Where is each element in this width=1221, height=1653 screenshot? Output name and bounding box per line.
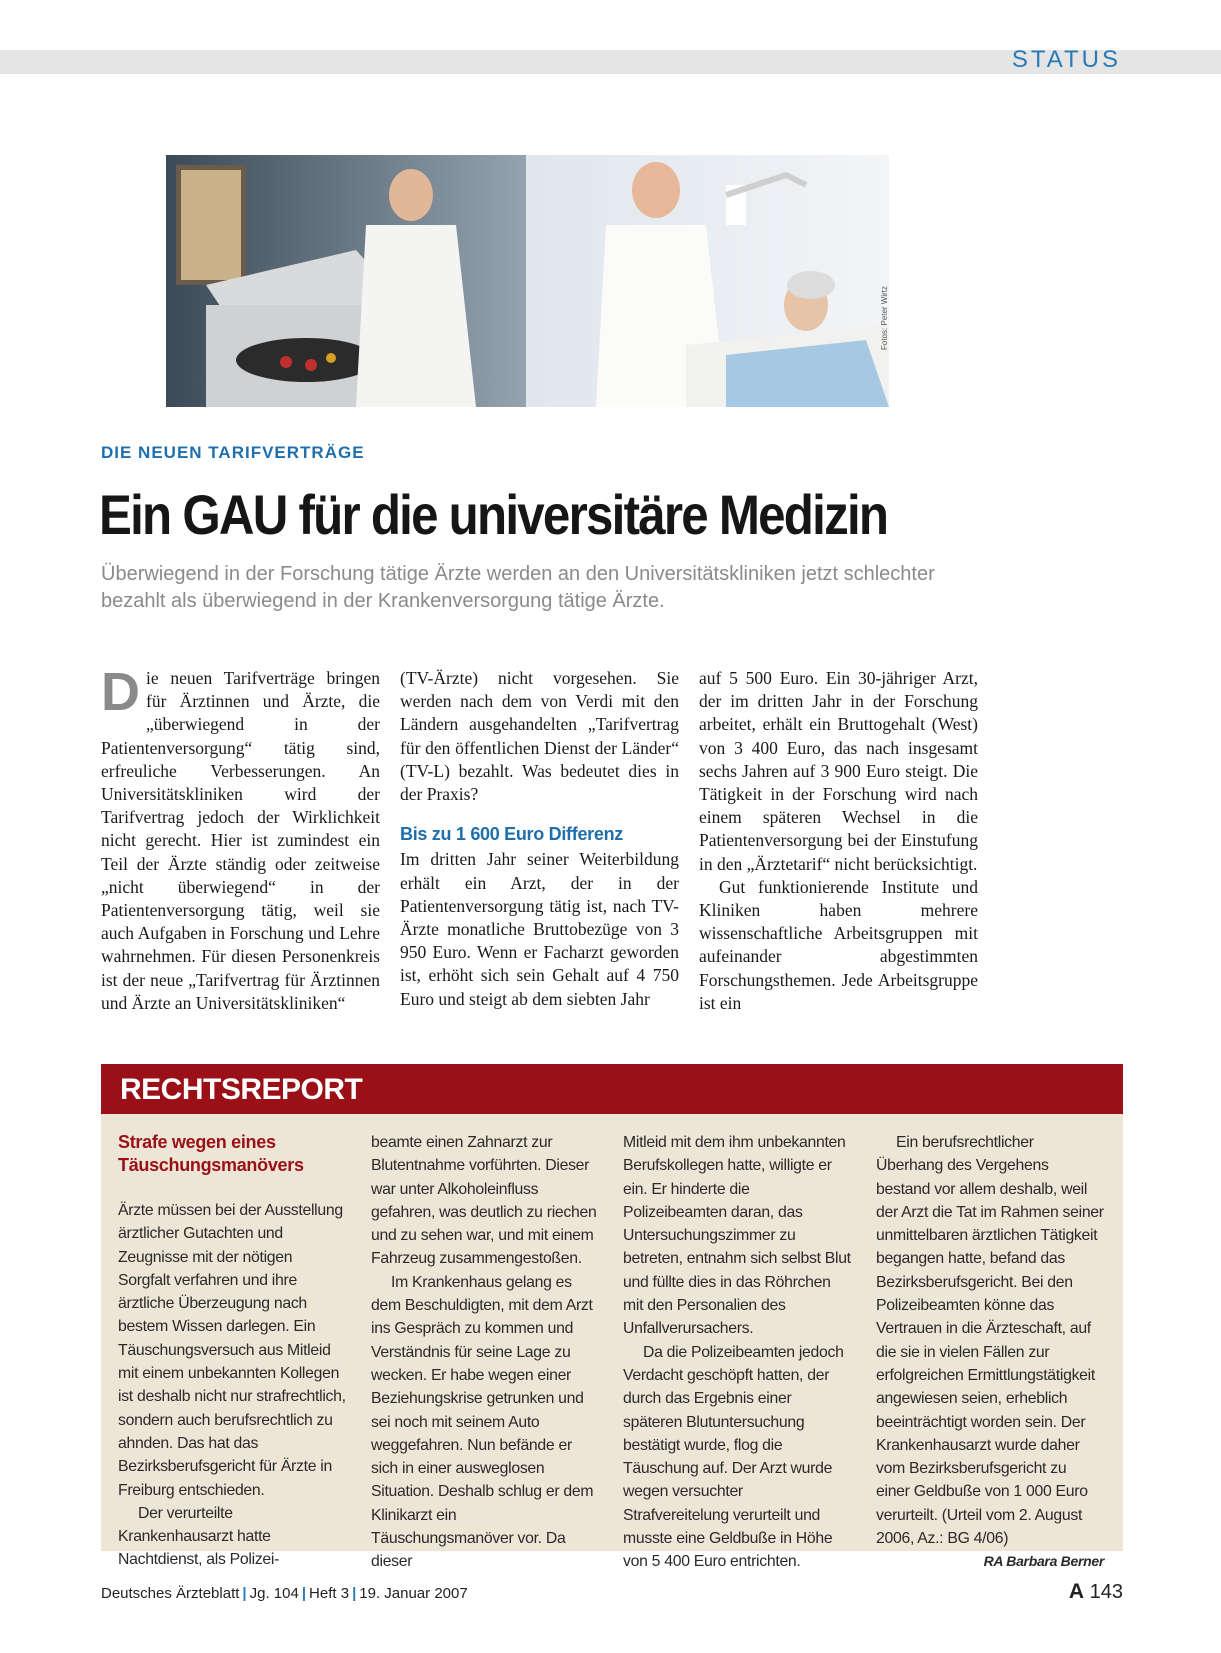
rechtsreport-column-1 xyxy=(118,1131,346,1572)
separator: | xyxy=(242,1585,247,1602)
rechtsreport-text: Ein berufsrechtlicher Überhang des Vergehens bestand vor allem deshalb, weil der Arzt die Tat im Rahmen seiner unmittelbaren ärztlichen Tätigkeit begangen hatte, befand das Bezirksberufsgericht. Bei den Polizeibeamten könne das Vertrauen in die Ärzteschaft, auf die sie in vielen Fällen zur erfolgreichen Ermittlungstätigkeit angewiesen seien, erheblich beeinträchtigt worden sein. Der Krankenhausarzt wurde daher vom Bezirksberufsgericht zu einer Geldbuße von 1 000 Euro verurteilt. (Urteil vom 2. August 2006, Az.: BG 4/06) xyxy=(876,1134,1104,1548)
rechtsreport-paragraph: Da die Polizeibeamten jedoch Verdacht geschöpft hatten, der durch das Ergebnis einer späteren Blutuntersuchung bestätigt wurde, flog die Täuschung auf. Der Arzt wurde wegen versuchter Strafvereitelung verurteilt und musste eine Geldbuße in Höhe von 5 400 Euro entrichten. xyxy=(623,1343,844,1571)
article-paragraph: (TV-Ärzte) nicht vorgesehen. Sie werden nach dem von Verdi mit den Ländern ausgehandelten „Tarifvertrag für den öffentlichen Dienst der Länder“ (TV-L) bezahlt. Was bedeutet dies in der Praxis? xyxy=(400,668,679,805)
rechtsreport-subheading: Strafe wegen eines Täuschungsmanövers xyxy=(118,1132,304,1175)
article-headline: Ein GAU für die universitäre Medizin xyxy=(99,483,888,546)
page-number-value: 143 xyxy=(1089,1581,1123,1603)
volume: Jg. 104 xyxy=(249,1585,299,1602)
section-label: STATUS xyxy=(1011,46,1121,73)
rechtsreport-column-4 xyxy=(876,1131,1104,1574)
issue: Heft 3 xyxy=(309,1585,350,1602)
article-subtitle: Überwiegend in der Forschung tätige Ärzte werden an den Universitätskliniken jetzt schlechter bezahlt als überwiegend in der Krankenversorgung tätige Ärzte. xyxy=(101,563,935,612)
issue-date: 19. Januar 2007 xyxy=(359,1585,468,1602)
drop-cap: D xyxy=(101,662,140,722)
rechtsreport-paragraph: Der verurteilte Krankenhausarzt hatte Nachtdienst, als Polizei- xyxy=(118,1504,280,1569)
footer-citation xyxy=(101,1585,468,1602)
article-paragraph: ie neuen Tarifverträge bringen für Ärztinnen und Ärzte, die „überwiegend in der Patientenversorgung“ tätig sind, erfreuliche Verbesserungen. An Universitätskliniken wird der Tarifvertrag jedoch der Wirklichkeit nicht gerecht. Hier ist zumindest ein Teil der Ärzte ständig oder zeitweise „nicht überwiegend“ in der Patientenversorgung tätig, weil sie auch Aufgaben in Forschung und Lehre wahrnehmen. Für diesen Personenkreis ist der neue „Tarifvertrag für Ärztinnen und Ärzte an Universitätskliniken“ xyxy=(101,668,380,1013)
page-number xyxy=(1069,1580,1123,1604)
article-column-2 xyxy=(400,667,679,1011)
rechtsreport-paragraph: Mitleid mit dem ihm unbekannten Berufskollegen hatte, willigte er ein. Er hinderte die Polizeibeamten daran, das Untersuchungszimmer zu betreten, entnahm sich selbst Blut und füllte dies in das Röhrchen mit den Personalien des Unfallverursachers. xyxy=(623,1134,851,1338)
rechtsreport-paragraph xyxy=(876,1131,1104,1570)
author-credit: RA Barbara Berner xyxy=(983,1553,1104,1570)
photo-credit: Fotos: Peter Wirtz xyxy=(880,285,889,350)
page-prefix: A xyxy=(1068,1580,1085,1603)
article-photo xyxy=(166,155,889,407)
article-column-3 xyxy=(699,667,978,1015)
separator: | xyxy=(301,1585,307,1602)
journal-name: Deutsches Ärzteblatt xyxy=(101,1585,240,1602)
article-paragraph: Im dritten Jahr seiner Weiterbildung erhält ein Arzt, der in der Patientenversorgung tätig ist, nach TV-Ärzte monatliche Bruttobezüge von 3 950 Euro. Wenn er Facharzt geworden ist, erhöht sich sein Gehalt auf 4 750 Euro und steigt ab dem siebten Jahr xyxy=(400,849,679,1009)
rechtsreport-column-3 xyxy=(623,1131,851,1574)
rechtsreport-column-2 xyxy=(371,1131,599,1574)
rechtsreport-title: RECHTSREPORT xyxy=(120,1073,363,1106)
article-column-1 xyxy=(101,662,380,1015)
article-subheading: Bis zu 1 600 Euro Differenz xyxy=(400,824,623,845)
rechtsreport-paragraph: beamte einen Zahnarzt zur Blutentnahme vorführten. Dieser war unter Alkoholeinfluss gefahren, was deutlich zu riechen und zu sehen war, und mit einem Fahrzeug zusammengestoßen. xyxy=(371,1134,597,1268)
article-paragraph: auf 5 500 Euro. Ein 30-jähriger Arzt, der im dritten Jahr in der Forschung arbeitet, erhält ein Bruttogehalt (West) von 3 400 Euro, das nach insgesamt sechs Jahren auf 3 900 Euro steigt. Die Tätigkeit in der Forschung wird nach einem späteren Wechsel in die Patientenversorgung bei der Einstufung in den „Ärztetarif“ nicht berücksichtigt. xyxy=(699,668,978,874)
separator: | xyxy=(352,1585,357,1602)
article-paragraph: Gut funktionierende Institute und Kliniken haben mehrere wissenschaftliche Arbeitsgruppen mit aufeinander abgestimmten Forschungsthemen. Jede Arbeitsgruppe ist ein xyxy=(699,876,978,1013)
rechtsreport-paragraph: Im Krankenhaus gelang es dem Beschuldigten, mit dem Arzt ins Gespräch zu kommen und Verständnis für seine Lage zu wecken. Er habe wegen einer Beziehungskrise getrunken und sei noch mit seinem Auto weggefahren. Nun befände er sich in einer ausweglosen Situation. Deshalb schlug er dem Klinikarzt ein Täuschungsmanöver vor. Da dieser xyxy=(371,1273,594,1571)
rechtsreport-paragraph: Ärzte müssen bei der Ausstellung ärztlicher Gutachten und Zeugnisse mit der nötigen Sorgfalt verfahren und ihre ärztliche Überzeugung nach bestem Wissen darlegen. Ein Täuschungsversuch aus Mitleid mit einem unbekannten Kollegen ist deshalb nicht nur strafrechtlich, sondern auch berufsrechtlich zu ahnden. Das hat das Bezirksberufsgericht für Ärzte in Freiburg entschieden. xyxy=(118,1202,346,1499)
article-kicker: DIE NEUEN TARIFVERTRÄGE xyxy=(101,443,365,462)
